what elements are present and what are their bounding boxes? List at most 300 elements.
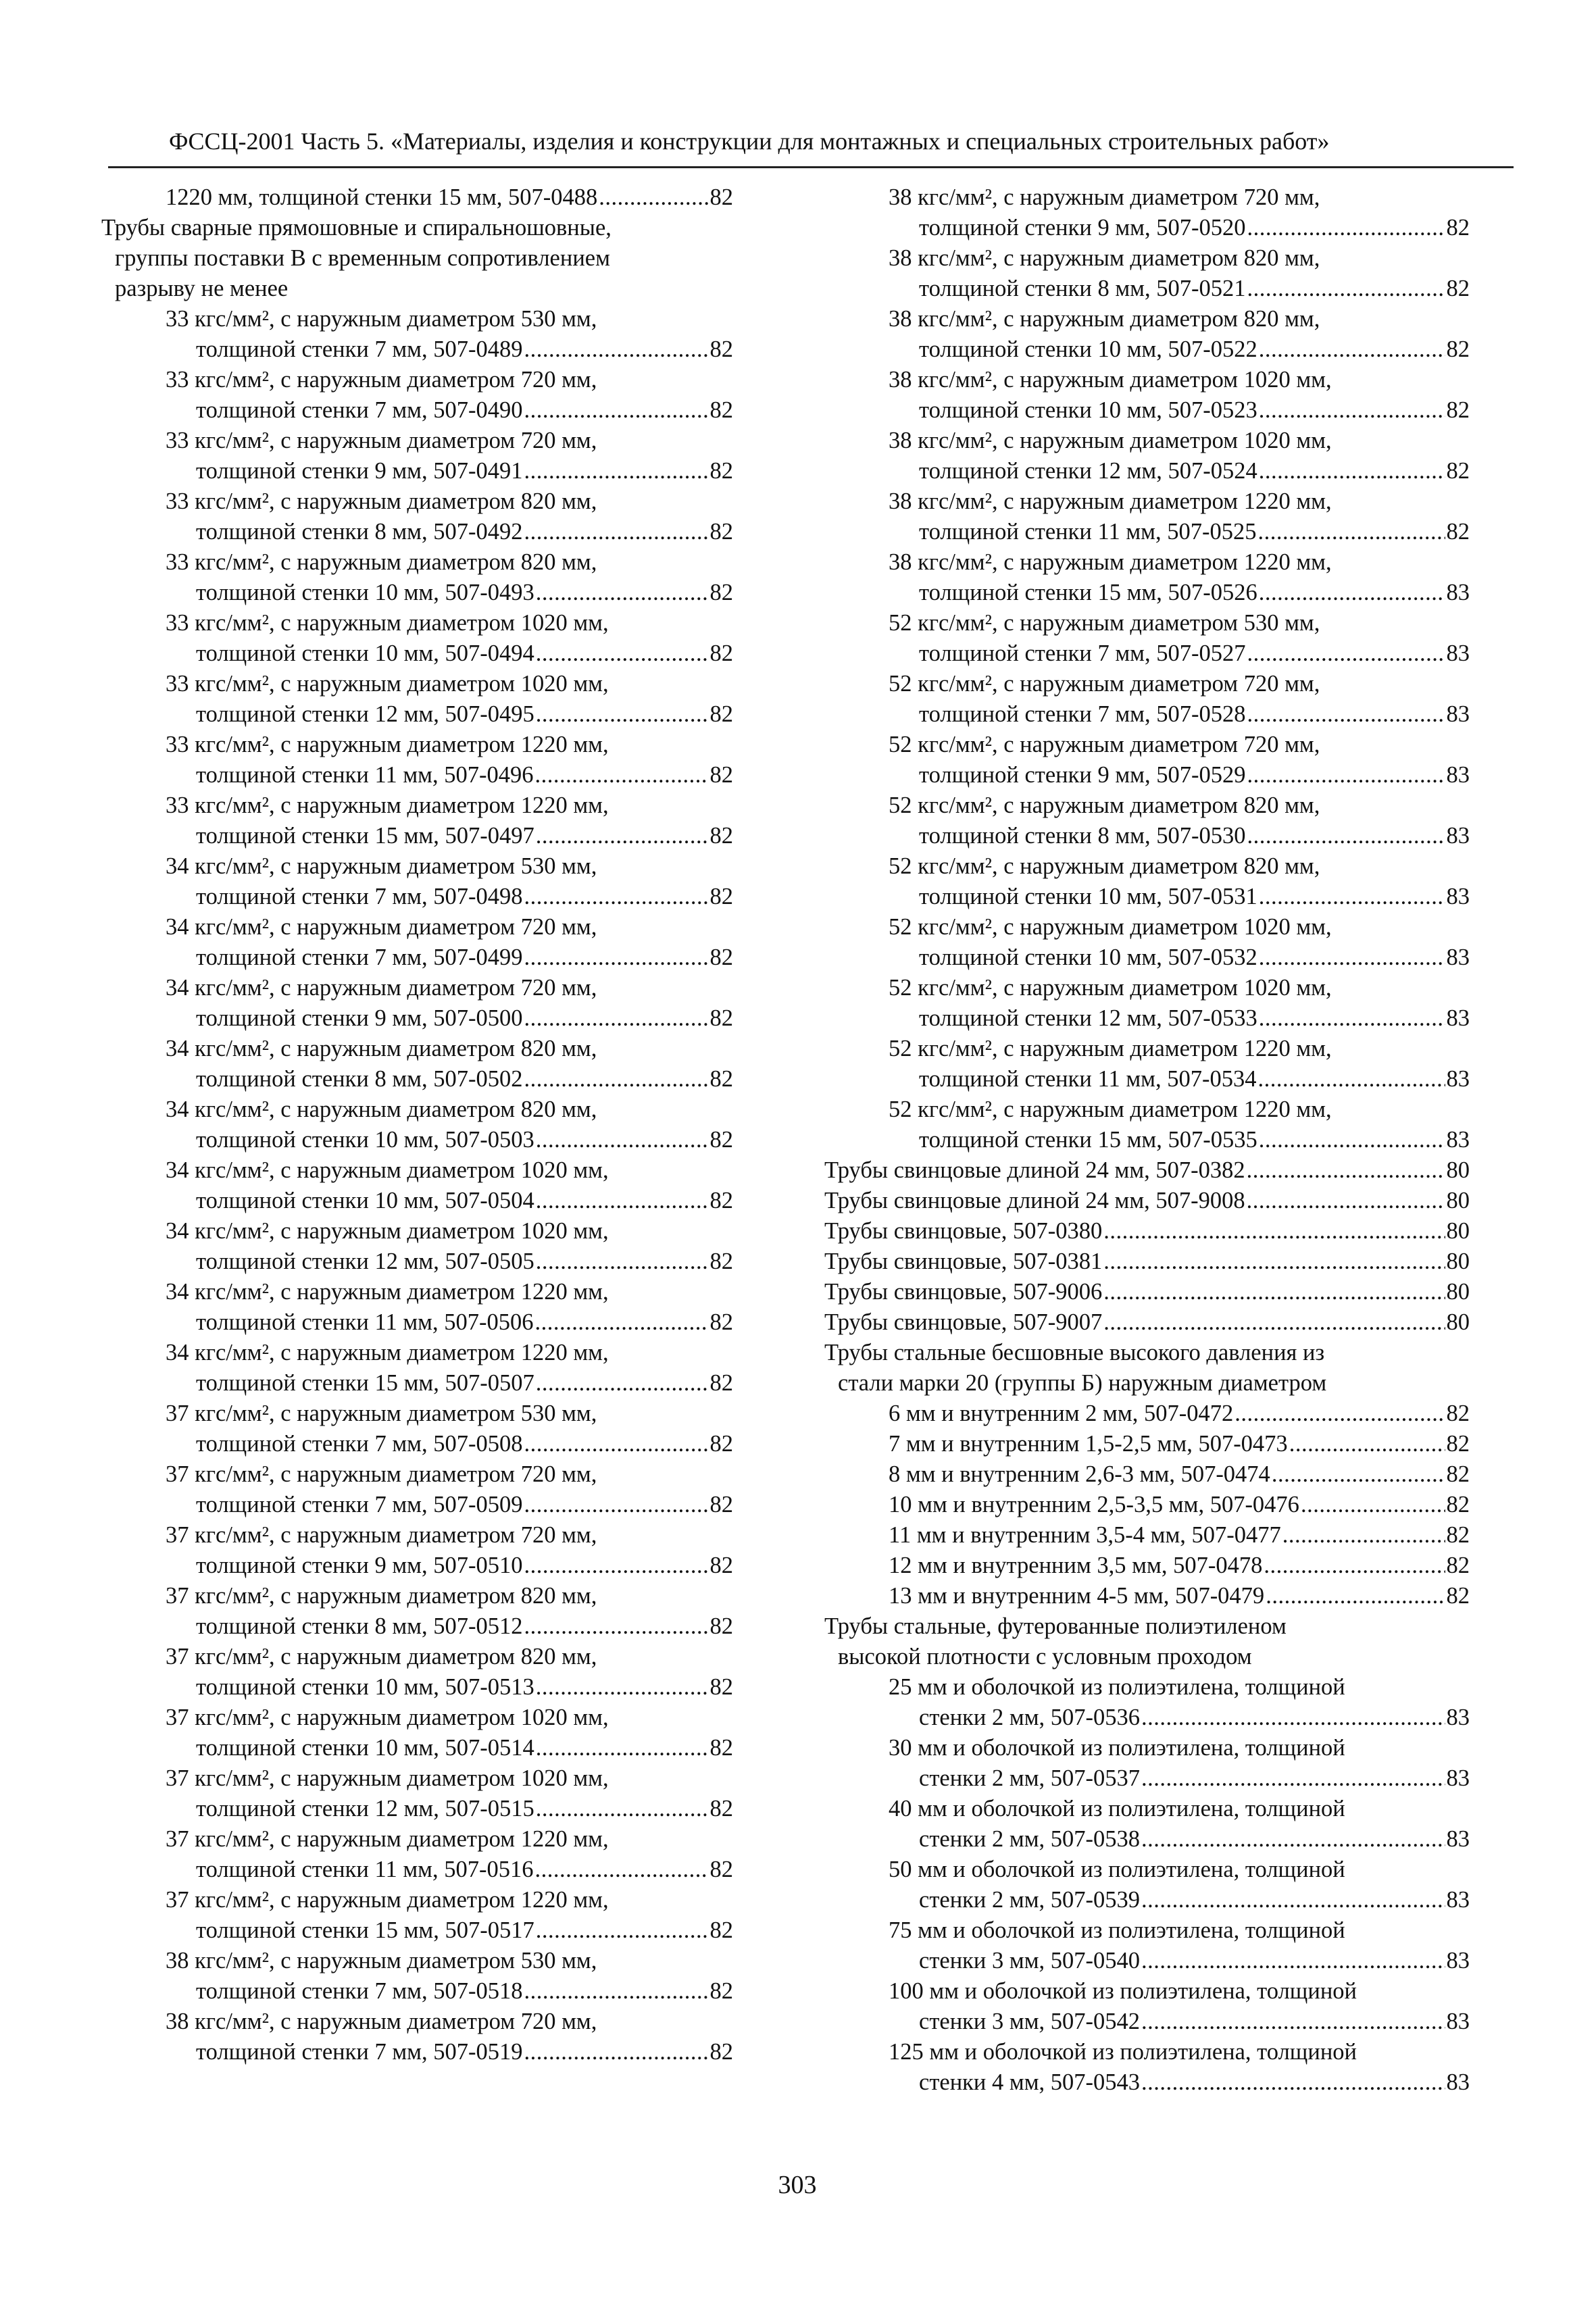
entry-text: 52 кгс/мм², с наружным диаметром 820 мм, <box>889 853 1320 879</box>
dot-leader <box>1259 395 1445 426</box>
entry-text: 33 кгс/мм², с наружным диаметром 720 мм, <box>166 367 597 393</box>
entry-page: 82 <box>709 1674 733 1700</box>
index-entry <box>101 760 733 790</box>
entry-page: 83 <box>1446 823 1470 849</box>
index-entry <box>101 882 733 912</box>
index-entry <box>101 669 733 699</box>
entry-text: толщиной стенки 15 мм, 507-0535 <box>919 1127 1257 1153</box>
entry-page: 82 <box>709 1431 733 1457</box>
entry-page: 82 <box>1446 1522 1470 1548</box>
dot-leader <box>536 638 709 669</box>
dot-leader <box>1235 1399 1445 1429</box>
entry-page: 82 <box>709 1857 733 1882</box>
entry-text: 33 кгс/мм², с наружным диаметром 1220 мм, <box>166 732 609 757</box>
index-entry <box>101 608 733 638</box>
index-entry <box>101 304 733 334</box>
index-entry <box>824 1034 1470 1064</box>
index-entry <box>824 426 1470 456</box>
entry-text: 8 мм и внутренним 2,6-3 мм, 507-0474 <box>889 1461 1270 1487</box>
index-entry <box>824 1368 1470 1399</box>
entry-page: 82 <box>709 1066 733 1092</box>
entry-text: стали марки 20 (группы Б) наружным диаметром <box>838 1370 1327 1396</box>
index-entry <box>101 456 733 486</box>
dot-leader <box>1141 1763 1445 1794</box>
index-entry <box>101 1915 733 1946</box>
entry-page: 82 <box>709 1492 733 1517</box>
entry-page: 82 <box>709 1735 733 1761</box>
entry-text: 38 кгс/мм², с наружным диаметром 530 мм, <box>166 1948 597 1973</box>
index-entry <box>824 1733 1470 1763</box>
page-number: 303 <box>778 2171 817 2199</box>
entry-text: толщиной стенки 11 мм, 507-0525 <box>919 519 1257 545</box>
entry-text: 38 кгс/мм², с наружным диаметром 820 мм, <box>889 306 1320 332</box>
index-entry <box>101 243 733 274</box>
dot-leader <box>524 1551 709 1581</box>
entry-page: 82 <box>709 701 733 727</box>
entry-text: 6 мм и внутренним 2 мм, 507-0472 <box>889 1401 1234 1426</box>
index-entry <box>101 1490 733 1520</box>
entry-page: 82 <box>1446 1583 1470 1609</box>
entry-page: 80 <box>1446 1218 1470 1244</box>
index-entry <box>824 669 1470 699</box>
index-entry <box>824 882 1470 912</box>
index-entry <box>824 1459 1470 1490</box>
entry-page: 83 <box>1446 884 1470 909</box>
index-entry <box>101 1946 733 1976</box>
index-entry <box>101 1338 733 1368</box>
entry-page: 83 <box>1446 1765 1470 1791</box>
dot-leader <box>1247 213 1445 243</box>
index-entry <box>824 1611 1470 1642</box>
dot-leader <box>1259 1125 1445 1155</box>
entry-text: 37 кгс/мм², с наружным диаметром 720 мм, <box>166 1461 597 1487</box>
entry-page: 82 <box>709 1005 733 1031</box>
index-entry <box>824 274 1470 304</box>
entry-page: 80 <box>1446 1309 1470 1335</box>
dot-leader <box>534 760 708 790</box>
left-column <box>101 182 733 2067</box>
entry-page: 82 <box>1446 276 1470 301</box>
entry-text: 34 кгс/мм², с наружным диаметром 1220 мм, <box>166 1340 609 1365</box>
dot-leader <box>524 1490 709 1520</box>
entry-text: 75 мм и оболочкой из полиэтилена, толщиной <box>889 1917 1345 1943</box>
entry-page: 82 <box>1446 1431 1470 1457</box>
dot-leader <box>1103 1307 1445 1338</box>
entry-page: 82 <box>709 1309 733 1335</box>
dot-leader <box>1257 1064 1445 1095</box>
entry-page: 82 <box>1446 336 1470 362</box>
entry-page: 82 <box>709 336 733 362</box>
index-entry <box>101 426 733 456</box>
dot-leader <box>524 2037 709 2067</box>
index-entry <box>824 182 1470 213</box>
entry-page: 83 <box>1446 2069 1470 2095</box>
index-entry <box>101 1125 733 1155</box>
entry-page: 82 <box>1446 458 1470 484</box>
entry-text: толщиной стенки 8 мм, 507-0512 <box>196 1613 523 1639</box>
dot-leader <box>1247 821 1445 851</box>
entry-text: 52 кгс/мм², с наружным диаметром 720 мм, <box>889 732 1320 757</box>
index-entry <box>101 1520 733 1551</box>
dot-leader <box>536 1125 709 1155</box>
entry-page: 80 <box>1446 1249 1470 1274</box>
entry-page: 82 <box>709 458 733 484</box>
index-entry <box>824 1186 1470 1216</box>
entry-page: 82 <box>709 580 733 605</box>
index-entry <box>101 213 733 243</box>
dot-leader <box>1264 1551 1445 1581</box>
entry-page: 82 <box>709 1978 733 2004</box>
entry-text: 38 кгс/мм², с наружным диаметром 720 мм, <box>889 184 1320 210</box>
entry-text: толщиной стенки 15 мм, 507-0507 <box>196 1370 534 1396</box>
entry-text: 34 кгс/мм², с наружным диаметром 1020 мм, <box>166 1218 609 1244</box>
entry-text: стенки 2 мм, 507-0538 <box>919 1826 1141 1852</box>
index-entry <box>824 1581 1470 1611</box>
dot-leader <box>1259 1003 1445 1034</box>
entry-page: 82 <box>709 1553 733 1578</box>
entry-text: 52 кгс/мм², с наружным диаметром 530 мм, <box>889 610 1320 636</box>
index-entry <box>824 1794 1470 1824</box>
entry-page: 83 <box>1446 1948 1470 1973</box>
index-entry <box>101 1703 733 1733</box>
index-entry <box>824 2037 1470 2067</box>
entry-text: толщиной стенки 10 мм, 507-0523 <box>919 397 1257 423</box>
entry-text: 34 кгс/мм², с наружным диаметром 720 мм, <box>166 975 597 1001</box>
index-entry <box>824 1095 1470 1125</box>
index-entry <box>101 365 733 395</box>
entry-text: Трубы стальные, футерованные полиэтиленом <box>824 1613 1287 1639</box>
entry-page: 83 <box>1446 1705 1470 1730</box>
index-entry <box>824 638 1470 669</box>
index-entry <box>824 1885 1470 1915</box>
entry-page: 83 <box>1446 701 1470 727</box>
index-entry <box>101 1672 733 1703</box>
index-entry <box>824 790 1470 821</box>
entry-page: 82 <box>709 1917 733 1943</box>
entry-text: толщиной стенки 11 мм, 507-0506 <box>196 1309 534 1335</box>
index-entry <box>824 851 1470 882</box>
entry-text: толщиной стенки 10 мм, 507-0493 <box>196 580 534 605</box>
index-entry <box>824 1399 1470 1429</box>
dot-leader <box>1141 1946 1445 1976</box>
entry-text: толщиной стенки 10 мм, 507-0522 <box>919 336 1257 362</box>
index-entry <box>824 1125 1470 1155</box>
entry-text: стенки 3 мм, 507-0540 <box>919 1948 1141 1973</box>
dot-leader <box>536 578 709 608</box>
entry-text: толщиной стенки 7 мм, 507-0528 <box>919 701 1246 727</box>
entry-text: толщиной стенки 9 мм, 507-0491 <box>196 458 523 484</box>
entry-text: 125 мм и оболочкой из полиэтилена, толщиной <box>889 2039 1357 2065</box>
entry-text: толщиной стенки 7 мм, 507-0527 <box>919 640 1246 666</box>
index-entry <box>101 1763 733 1794</box>
entry-page: 82 <box>709 1796 733 1821</box>
entry-text: стенки 3 мм, 507-0542 <box>919 2009 1141 2034</box>
dot-leader <box>536 1368 709 1399</box>
entry-text: 38 кгс/мм², с наружным диаметром 1220 мм, <box>889 549 1332 575</box>
dot-leader <box>1301 1490 1445 1520</box>
entry-page: 83 <box>1446 640 1470 666</box>
index-entry <box>101 334 733 365</box>
entry-text: 37 кгс/мм², с наружным диаметром 820 мм, <box>166 1644 597 1669</box>
entry-text: 33 кгс/мм², с наружным диаметром 720 мм, <box>166 428 597 453</box>
index-entry <box>101 1581 733 1611</box>
index-entry <box>824 608 1470 638</box>
index-entry <box>824 395 1470 426</box>
entry-text: толщиной стенки 7 мм, 507-0518 <box>196 1978 523 2004</box>
dot-leader <box>1103 1277 1445 1307</box>
entry-text: толщиной стенки 15 мм, 507-0517 <box>196 1917 534 1943</box>
dot-leader <box>524 1003 709 1034</box>
entry-text: толщиной стенки 10 мм, 507-0494 <box>196 640 534 666</box>
index-entry <box>824 1490 1470 1520</box>
entry-page: 82 <box>709 184 733 210</box>
index-entry <box>101 1155 733 1186</box>
dot-leader <box>524 942 709 973</box>
index-entry <box>824 760 1470 790</box>
entry-page: 82 <box>709 1249 733 1274</box>
index-entry <box>824 821 1470 851</box>
index-entry <box>101 1307 733 1338</box>
index-entry <box>101 1824 733 1855</box>
index-entry <box>824 1946 1470 1976</box>
index-entry <box>824 1855 1470 1885</box>
entry-page: 82 <box>1446 1461 1470 1487</box>
dot-leader <box>536 1915 709 1946</box>
index-entry <box>101 486 733 517</box>
entry-text: Трубы свинцовые длиной 24 мм, 507-0382 <box>824 1157 1245 1183</box>
entry-page: 82 <box>1446 215 1470 241</box>
index-entry <box>101 942 733 973</box>
entry-page: 82 <box>1446 519 1470 545</box>
dot-leader <box>1266 1581 1445 1611</box>
entry-text: толщиной стенки 9 мм, 507-0500 <box>196 1005 523 1031</box>
entry-text: 40 мм и оболочкой из полиэтилена, толщиной <box>889 1796 1345 1821</box>
dot-leader <box>1103 1216 1445 1247</box>
index-entry <box>101 1459 733 1490</box>
entry-text: толщиной стенки 7 мм, 507-0490 <box>196 397 523 423</box>
index-entry <box>101 1216 733 1247</box>
entry-text: 25 мм и оболочкой из полиэтилена, толщиной <box>889 1674 1345 1700</box>
entry-page: 82 <box>1446 1401 1470 1426</box>
dot-leader <box>524 882 709 912</box>
entry-page: 82 <box>709 397 733 423</box>
entry-text: толщиной стенки 12 мм, 507-0495 <box>196 701 534 727</box>
entry-text: Трубы свинцовые, 507-0381 <box>824 1249 1103 1274</box>
entry-text: 34 кгс/мм², с наружным диаметром 1220 мм, <box>166 1279 609 1305</box>
entry-text: стенки 2 мм, 507-0536 <box>919 1705 1141 1730</box>
entry-text: толщиной стенки 8 мм, 507-0521 <box>919 276 1246 301</box>
entry-text: Трубы свинцовые, 507-9007 <box>824 1309 1103 1335</box>
entry-text: 12 мм и внутренним 3,5 мм, 507-0478 <box>889 1553 1263 1578</box>
index-entry <box>824 1824 1470 1855</box>
entry-page: 80 <box>1446 1279 1470 1305</box>
entry-text: 33 кгс/мм², с наружным диаметром 820 мм, <box>166 488 597 514</box>
entry-text: высокой плотности с условным проходом <box>838 1644 1252 1669</box>
header-rule <box>108 166 1514 168</box>
entry-text: 38 кгс/мм², с наружным диаметром 720 мм, <box>166 2009 597 2034</box>
entry-text: толщиной стенки 9 мм, 507-0510 <box>196 1553 523 1578</box>
entry-text: 37 кгс/мм², с наружным диаметром 1220 мм, <box>166 1887 609 1913</box>
entry-text: толщиной стенки 7 мм, 507-0489 <box>196 336 523 362</box>
index-entry <box>101 2037 733 2067</box>
entry-page: 83 <box>1446 580 1470 605</box>
entry-page: 82 <box>709 2039 733 2065</box>
entry-text: группы поставки В с временным сопротивлением <box>115 245 610 271</box>
dot-leader <box>1247 760 1445 790</box>
index-entry <box>824 213 1470 243</box>
index-entry <box>101 851 733 882</box>
entry-text: 33 кгс/мм², с наружным диаметром 530 мм, <box>166 306 597 332</box>
entry-text: толщиной стенки 11 мм, 507-0496 <box>196 762 534 788</box>
entry-text: толщиной стенки 15 мм, 507-0497 <box>196 823 534 849</box>
index-entry <box>824 304 1470 334</box>
index-entry <box>101 1064 733 1095</box>
entry-text: толщиной стенки 8 мм, 507-0502 <box>196 1066 523 1092</box>
index-entry <box>101 274 733 304</box>
entry-text: 30 мм и оболочкой из полиэтилена, толщиной <box>889 1735 1345 1761</box>
entry-text: 7 мм и внутренним 1,5-2,5 мм, 507-0473 <box>889 1431 1288 1457</box>
entry-text: 52 кгс/мм², с наружным диаметром 820 мм, <box>889 793 1320 818</box>
index-entry <box>101 395 733 426</box>
dot-leader <box>524 1976 709 2007</box>
entry-text: толщиной стенки 11 мм, 507-0534 <box>919 1066 1257 1092</box>
dot-leader <box>1259 942 1445 973</box>
entry-text: 34 кгс/мм², с наружным диаметром 820 мм, <box>166 1036 597 1061</box>
entry-text: 52 кгс/мм², с наружным диаметром 720 мм, <box>889 671 1320 697</box>
entry-text: 11 мм и внутренним 3,5-4 мм, 507-0477 <box>889 1522 1281 1548</box>
entry-text: толщиной стенки 7 мм, 507-0508 <box>196 1431 523 1457</box>
dot-leader <box>1103 1247 1445 1277</box>
entry-text: 34 кгс/мм², с наружным диаметром 720 мм, <box>166 914 597 940</box>
dot-leader <box>1141 1703 1445 1733</box>
entry-text: толщиной стенки 10 мм, 507-0532 <box>919 945 1257 970</box>
dot-leader <box>536 1186 709 1216</box>
index-entry <box>824 1976 1470 2007</box>
entry-text: 38 кгс/мм², с наружным диаметром 1020 мм, <box>889 367 1332 393</box>
index-entry <box>824 547 1470 578</box>
entry-page: 82 <box>709 640 733 666</box>
index-entry <box>824 1703 1470 1733</box>
dot-leader <box>524 395 709 426</box>
entry-text: 52 кгс/мм², с наружным диаметром 1020 мм, <box>889 975 1332 1001</box>
entry-page: 82 <box>709 1613 733 1639</box>
entry-text: 37 кгс/мм², с наружным диаметром 1220 мм, <box>166 1826 609 1852</box>
index-entry <box>101 2007 733 2037</box>
entry-text: толщиной стенки 7 мм, 507-0509 <box>196 1492 523 1517</box>
index-entry <box>824 334 1470 365</box>
entry-text: разрыву не менее <box>115 276 289 301</box>
index-entry <box>101 821 733 851</box>
entry-text: 52 кгс/мм², с наружным диаметром 1220 мм, <box>889 1097 1332 1122</box>
entry-page: 82 <box>1446 397 1470 423</box>
dot-leader <box>536 1794 709 1824</box>
entry-page: 80 <box>1446 1157 1470 1183</box>
entry-text: 37 кгс/мм², с наружным диаметром 720 мм, <box>166 1522 597 1548</box>
index-entry <box>101 912 733 942</box>
index-entry <box>101 517 733 547</box>
index-entry <box>824 1155 1470 1186</box>
index-entry <box>824 365 1470 395</box>
index-entry <box>824 1551 1470 1581</box>
entry-page: 82 <box>709 884 733 909</box>
index-entry <box>101 1733 733 1763</box>
entry-text: 33 кгс/мм², с наружным диаметром 1020 мм, <box>166 610 609 636</box>
entry-text: 37 кгс/мм², с наружным диаметром 820 мм, <box>166 1583 597 1609</box>
entry-text: Трубы свинцовые длиной 24 мм, 507-9008 <box>824 1188 1245 1213</box>
dot-leader <box>1247 1186 1445 1216</box>
index-entry <box>824 1307 1470 1338</box>
entry-text: толщиной стенки 12 мм, 507-0515 <box>196 1796 534 1821</box>
entry-text: толщиной стенки 7 мм, 507-0499 <box>196 945 523 970</box>
dot-leader <box>599 182 708 213</box>
index-entry <box>101 1976 733 2007</box>
entry-page: 82 <box>709 1127 733 1153</box>
index-entry <box>101 182 733 213</box>
entry-text: 37 кгс/мм², с наружным диаметром 530 мм, <box>166 1401 597 1426</box>
index-entry <box>101 1368 733 1399</box>
dot-leader <box>1259 882 1445 912</box>
index-entry <box>101 1095 733 1125</box>
index-entry <box>101 1003 733 1034</box>
dot-leader <box>1247 699 1445 730</box>
entry-text: 52 кгс/мм², с наружным диаметром 1020 мм, <box>889 914 1332 940</box>
entry-text: толщиной стенки 10 мм, 507-0514 <box>196 1735 534 1761</box>
dot-leader <box>524 1429 709 1459</box>
index-entry <box>824 973 1470 1003</box>
index-entry <box>824 456 1470 486</box>
entry-text: толщиной стенки 15 мм, 507-0526 <box>919 580 1257 605</box>
index-entry <box>101 1247 733 1277</box>
entry-page: 82 <box>709 519 733 545</box>
index-entry <box>824 1642 1470 1672</box>
dot-leader <box>534 1855 708 1885</box>
index-entry <box>101 1429 733 1459</box>
entry-text: толщиной стенки 12 мм, 507-0524 <box>919 458 1257 484</box>
dot-leader <box>524 456 709 486</box>
index-entry <box>101 1855 733 1885</box>
entry-page: 83 <box>1446 945 1470 970</box>
index-entry <box>101 1551 733 1581</box>
index-entry <box>824 1247 1470 1277</box>
dot-leader <box>1259 334 1445 365</box>
index-entry <box>101 1186 733 1216</box>
index-entry <box>824 1672 1470 1703</box>
dot-leader <box>1272 1459 1445 1490</box>
index-entry <box>824 1064 1470 1095</box>
dot-leader <box>1141 1824 1445 1855</box>
entry-page: 83 <box>1446 1887 1470 1913</box>
index-entry <box>824 1216 1470 1247</box>
entry-text: толщиной стенки 7 мм, 507-0498 <box>196 884 523 909</box>
index-entry <box>101 973 733 1003</box>
index-entry <box>101 1277 733 1307</box>
entry-text: 13 мм и внутренним 4-5 мм, 507-0479 <box>889 1583 1265 1609</box>
index-entry <box>101 578 733 608</box>
entry-text: 37 кгс/мм², с наружным диаметром 1020 мм, <box>166 1705 609 1730</box>
entry-page: 83 <box>1446 1127 1470 1153</box>
dot-leader <box>524 1064 709 1095</box>
entry-text: толщиной стенки 8 мм, 507-0492 <box>196 519 523 545</box>
entry-text: Трубы стальные бесшовные высокого давления из <box>824 1340 1325 1365</box>
entry-text: 34 кгс/мм², с наружным диаметром 820 мм, <box>166 1097 597 1122</box>
entry-text: стенки 2 мм, 507-0539 <box>919 1887 1141 1913</box>
entry-text: 33 кгс/мм², с наружным диаметром 1220 мм, <box>166 793 609 818</box>
index-entry <box>101 1642 733 1672</box>
entry-text: стенки 4 мм, 507-0543 <box>919 2069 1141 2095</box>
index-entry <box>824 1429 1470 1459</box>
entry-text: 52 кгс/мм², с наружным диаметром 1220 мм, <box>889 1036 1332 1061</box>
dot-leader <box>524 334 709 365</box>
